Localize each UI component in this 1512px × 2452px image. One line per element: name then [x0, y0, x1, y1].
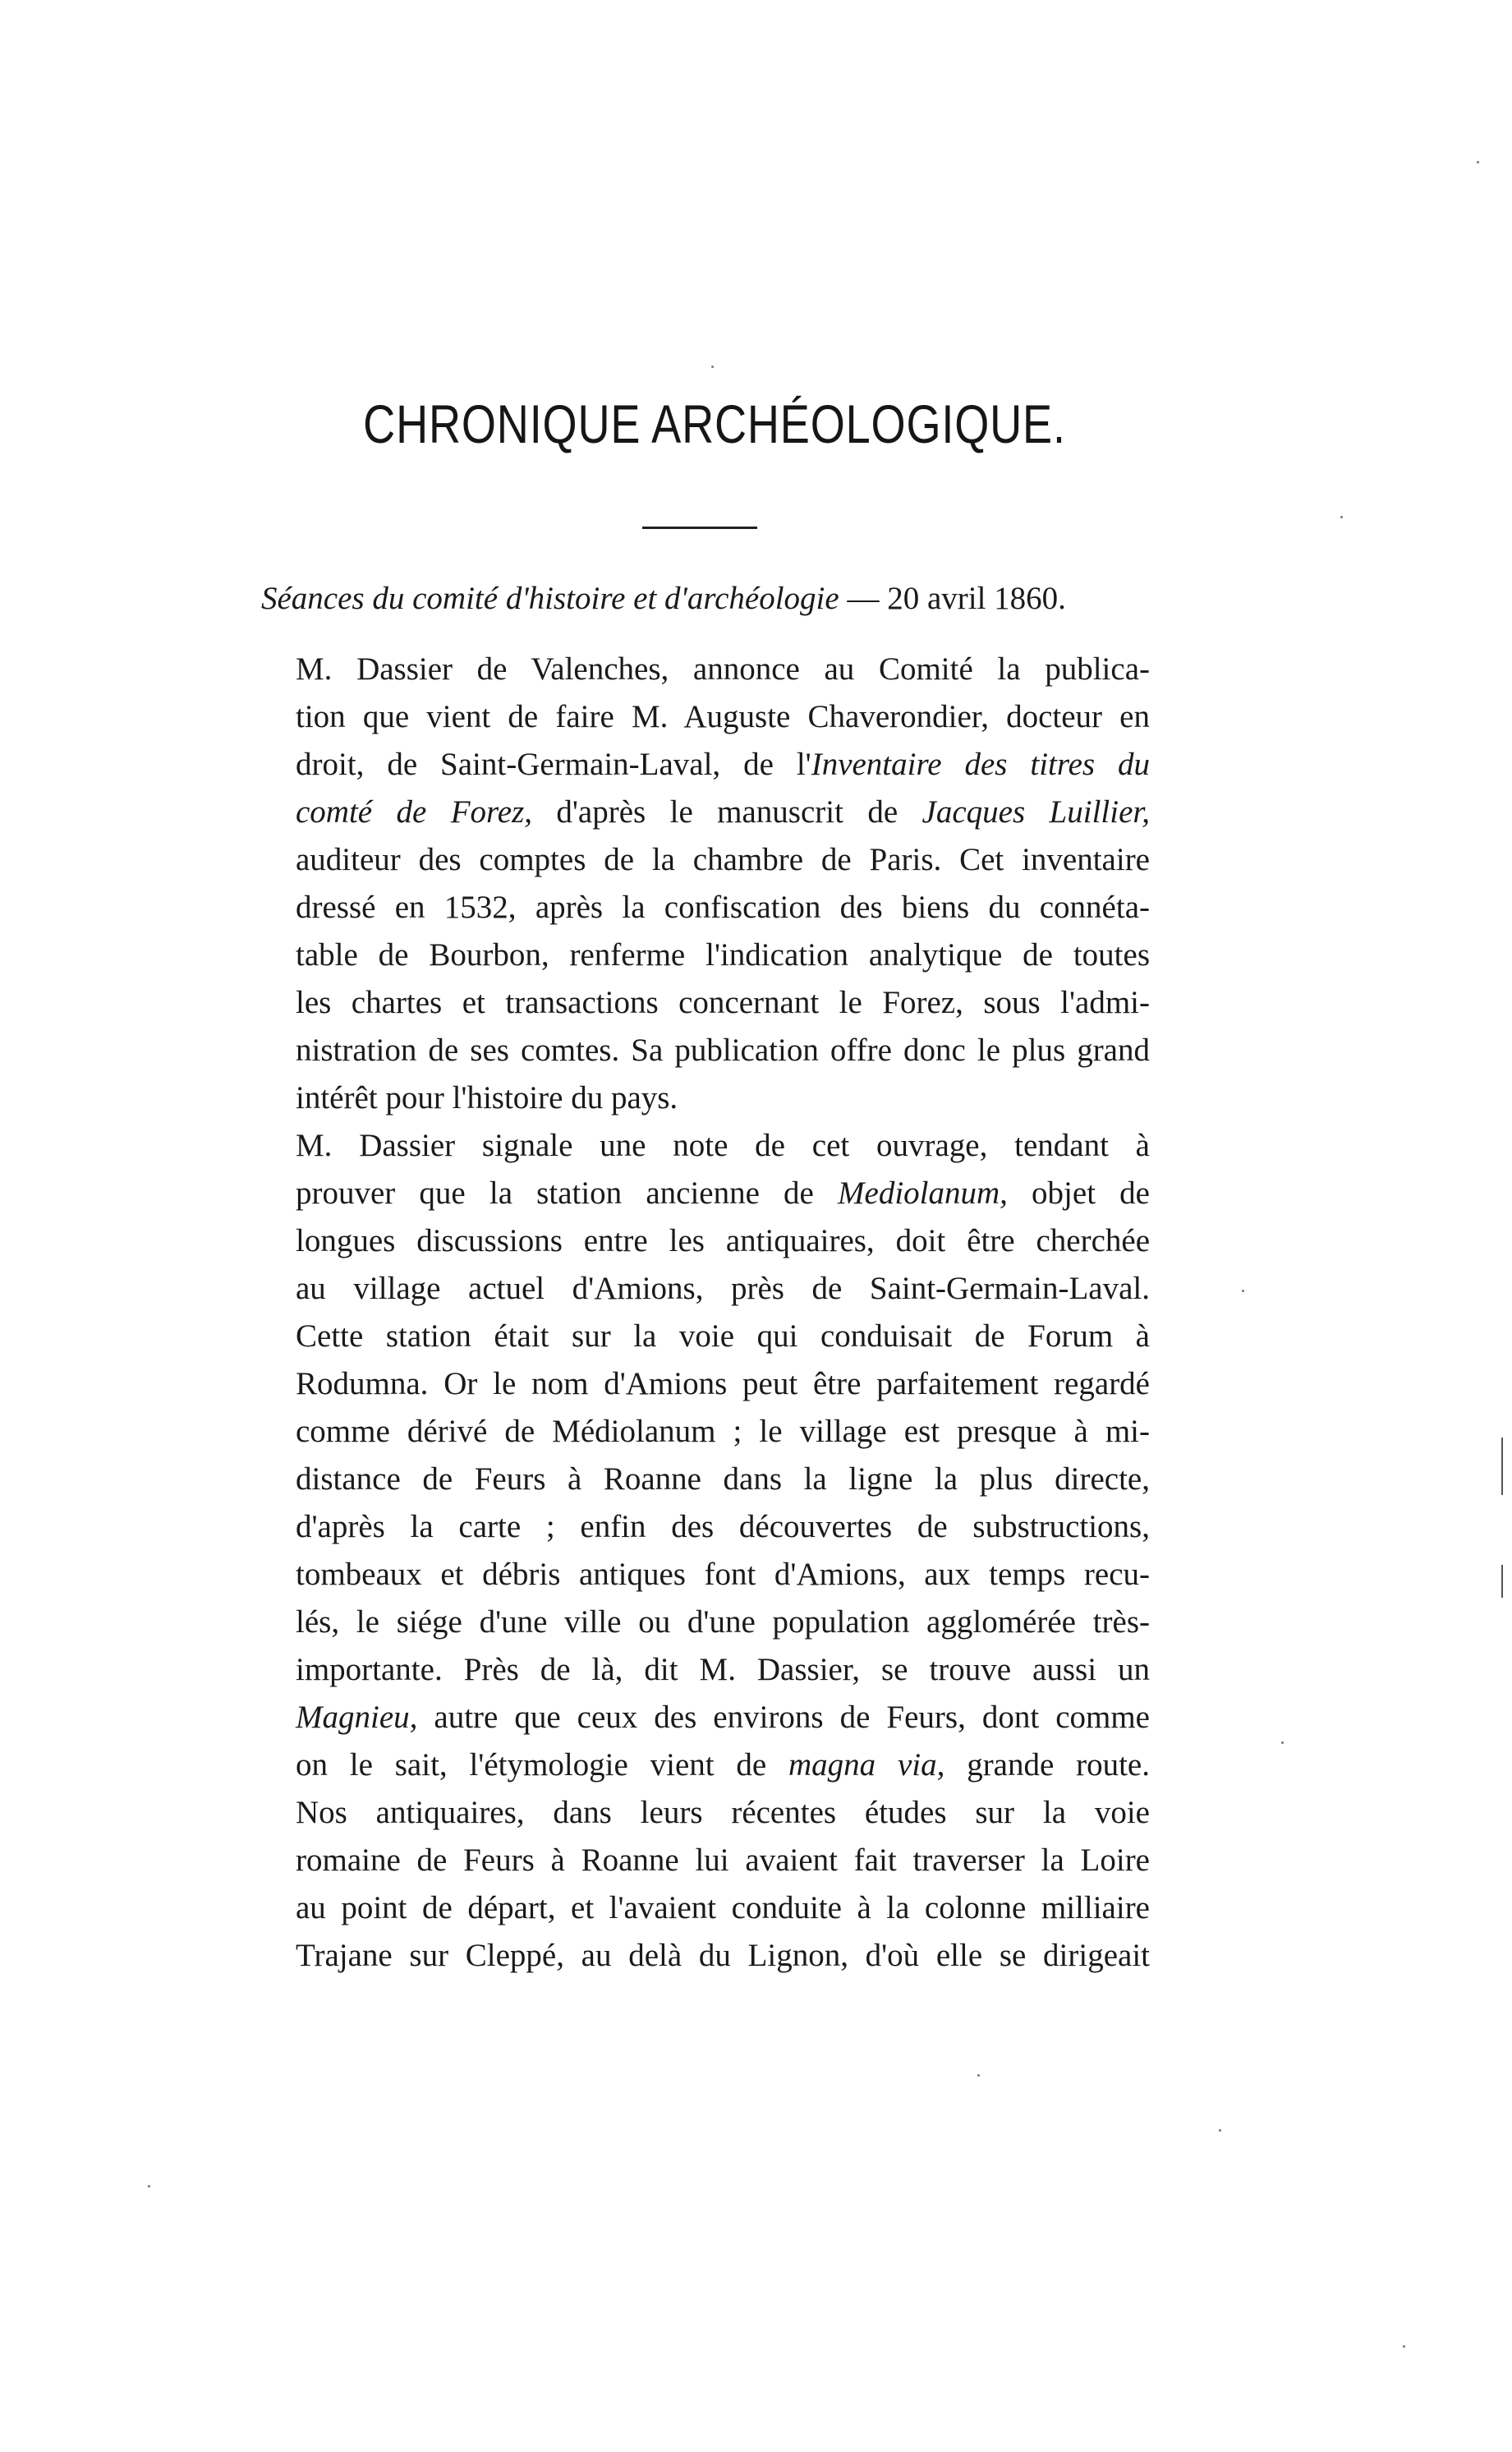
- scan-speck: [1403, 2345, 1405, 2348]
- title-divider: [642, 527, 757, 529]
- scan-speck: [1219, 2129, 1221, 2132]
- text-line: comté de Forez, d'après le manuscrit de Jacques Luillier,: [296, 794, 1150, 830]
- scan-speck: [711, 366, 714, 368]
- scan-speck: [1340, 516, 1343, 518]
- page-title: CHRONIQUE ARCHÉOLOGIQUE.: [363, 393, 1066, 454]
- text-line: Trajane sur Cleppé, au delà du Lignon, d'où elle se dirigeait: [296, 1938, 1150, 1973]
- italic-place: Mediolanum,: [838, 1175, 1008, 1211]
- body-text: [261, 575, 1150, 1980]
- text-line: M. Dassier signale une note de cet ouvrage, tendant à: [296, 1128, 1150, 1163]
- text-line: longues discussions entre les antiquaires, doit être cherchée: [296, 1223, 1150, 1258]
- text-line: importante. Près de là, dit M. Dassier, se trouve aussi un: [296, 1652, 1150, 1687]
- text-line: romaine de Feurs à Roanne lui avaient fait traverser la Loire: [296, 1842, 1150, 1878]
- italic-title: comté de Forez,: [296, 794, 533, 830]
- text-line: distance de Feurs à Roanne dans la ligne la plus directe,: [296, 1461, 1150, 1497]
- scan-speck: [148, 2185, 150, 2187]
- text-line: auditeur des comptes de la chambre de Paris. Cet inventaire: [296, 842, 1150, 877]
- text-line: intérêt pour l'histoire du pays.: [296, 1080, 678, 1116]
- session-dash: —: [839, 581, 888, 616]
- text-line: au point de départ, et l'avaient conduite à la colonne milliaire: [296, 1890, 1150, 1925]
- scan-speck: [1477, 161, 1479, 163]
- text-line: M. Dassier de Valenches, annonce au Comité la publica-: [296, 651, 1150, 687]
- italic-latin: magna via,: [788, 1747, 945, 1783]
- text-line: dressé en 1532, après la confiscation des biens du connéta-: [296, 890, 1150, 925]
- scan-speck: [1242, 1290, 1244, 1292]
- text-line: tion que vient de faire M. Auguste Chaverondier, docteur en: [296, 699, 1150, 734]
- text-line: Rodumna. Or le nom d'Amions peut être parfaitement regardé: [296, 1366, 1150, 1401]
- scan-speck: [1281, 1741, 1284, 1744]
- text-line: lés, le siége d'une ville ou d'une population agglomérée très-: [296, 1604, 1150, 1640]
- scan-edge-mark: [1501, 1565, 1503, 1598]
- text-line: tombeaux et débris antiques font d'Amions, aux temps recu-: [296, 1557, 1150, 1592]
- italic-name: Jacques Luillier,: [921, 794, 1150, 830]
- text-line: droit, de Saint-Germain-Laval, de l'Inventaire des titres du: [296, 747, 1150, 782]
- text-line: Nos antiquaires, dans leurs récentes études sur la voie: [296, 1795, 1150, 1830]
- paragraph-2: [261, 1122, 1150, 1980]
- scan-speck: [977, 2074, 980, 2077]
- italic-title: Inventaire des titres du: [811, 747, 1150, 782]
- session-label: Séances du comité d'histoire et d'archéologie: [261, 581, 839, 616]
- text-line: les chartes et transactions concernant le Forez, sous l'admi-: [296, 985, 1150, 1020]
- paragraph-1: [261, 646, 1150, 1122]
- text-line: nistration de ses comtes. Sa publication offre donc le plus grand: [296, 1033, 1150, 1068]
- text-line: comme dérivé de Médiolanum ; le village est presque à mi-: [296, 1414, 1150, 1449]
- text-line: on le sait, l'étymologie vient de magna via, grande route.: [296, 1747, 1150, 1783]
- text-line: Magnieu, autre que ceux des environs de Feurs, dont comme: [296, 1700, 1150, 1735]
- text-line: table de Bourbon, renferme l'indication analytique de toutes: [296, 937, 1150, 973]
- text-line: au village actuel d'Amions, près de Saint-Germain-Laval.: [296, 1271, 1150, 1306]
- text-line: d'après la carte ; enfin des découvertes de substructions,: [296, 1509, 1150, 1544]
- scan-edge-mark: [1501, 1438, 1503, 1495]
- text-line: Cette station était sur la voie qui conduisait de Forum à: [296, 1318, 1150, 1354]
- italic-place: Magnieu,: [296, 1700, 418, 1735]
- session-date: 20 avril 1860.: [887, 581, 1066, 616]
- text-line: prouver que la station ancienne de Mediolanum, objet de: [296, 1175, 1150, 1211]
- session-heading: [261, 575, 1150, 623]
